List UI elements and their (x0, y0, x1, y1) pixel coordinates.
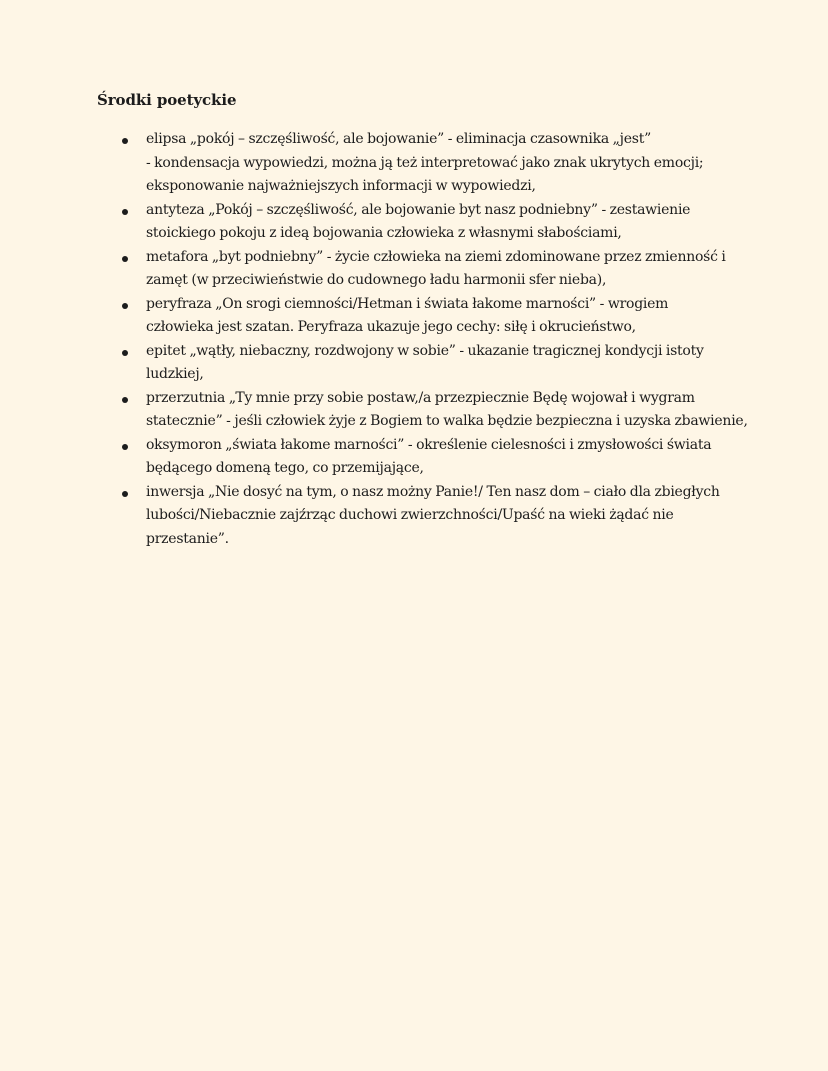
bullet-icon (122, 444, 128, 450)
bullet-icon (122, 256, 128, 262)
list-item (146, 387, 756, 434)
bullet-icon (122, 350, 128, 356)
list-item (146, 340, 756, 387)
list-item-line: zamęt (w przeciwieństwie do cudownego ładu harmonii sfer nieba), (146, 272, 607, 288)
list-item (146, 128, 756, 199)
list-item-line: antyteza „Pokój – szczęśliwość, ale bojowanie byt nasz podniebny” - zestawienie (146, 201, 691, 218)
list-item-line: przestanie”. (146, 530, 229, 547)
list-item-line: statecznie” - jeśli człowiek żyje z Bogiem to walka będzie bezpieczna i uzyska zbawienie, (146, 413, 748, 429)
list-item-line: przerzutnia „Ty mnie przy sobie postaw,/a przezpiecznie Będę wojował i wygram (146, 389, 695, 406)
poetic-devices-list (146, 128, 756, 551)
list-item (146, 246, 756, 293)
list-item-line: stoickiego pokoju z ideą bojowania człowieka z własnymi słabościami, (146, 225, 622, 241)
list-item (146, 199, 756, 246)
list-item (146, 434, 756, 481)
list-item (146, 481, 756, 552)
list-item-line: eksponowanie najważniejszych informacji w wypowiedzi, (146, 178, 536, 194)
list-item-line: elipsa „pokój – szczęśliwość, ale bojowanie” - eliminacja czasownika „jest” (146, 131, 652, 147)
bullet-icon (122, 491, 128, 497)
list-item-line: człowieka jest szatan. Peryfraza ukazuje jego cechy: siłę i okrucieństwo, (146, 319, 636, 335)
bullet-icon (122, 138, 128, 144)
list-item-line: inwersja „Nie dosyć na tym, o nasz możny Panie!/ Ten nasz dom – ciało dla zbiegłych (146, 483, 720, 500)
list-item-line: lubości/Niebacznie zajźrząc duchowi zwierzchności/Upaść na wieki żądać nie (146, 507, 674, 523)
list-item-line: oksymoron „świata łakome marności” - określenie cielesności i zmysłowości świata (146, 436, 712, 453)
bullet-icon (122, 209, 128, 215)
section-heading: Środki poetyckie (97, 91, 237, 109)
list-item-line: metafora „byt podniebny” - życie człowieka na ziemi zdominowane przez zmienność i (146, 248, 726, 265)
bullet-icon (122, 397, 128, 403)
list-item-line: ludzkiej, (146, 366, 204, 382)
list-item-line: będącego domeną tego, co przemijające, (146, 460, 424, 476)
bullet-icon (122, 303, 128, 309)
list-item (146, 293, 756, 340)
list-item-line: epitet „wątły, niebaczny, rozdwojony w sobie” - ukazanie tragicznej kondycji istoty (146, 342, 704, 359)
list-item-line: peryfraza „On srogi ciemności/Hetman i świata łakome marności” - wrogiem (146, 295, 669, 312)
list-item-line: - kondensacja wypowiedzi, można ją też interpretować jako znak ukrytych emocji; (146, 154, 704, 171)
